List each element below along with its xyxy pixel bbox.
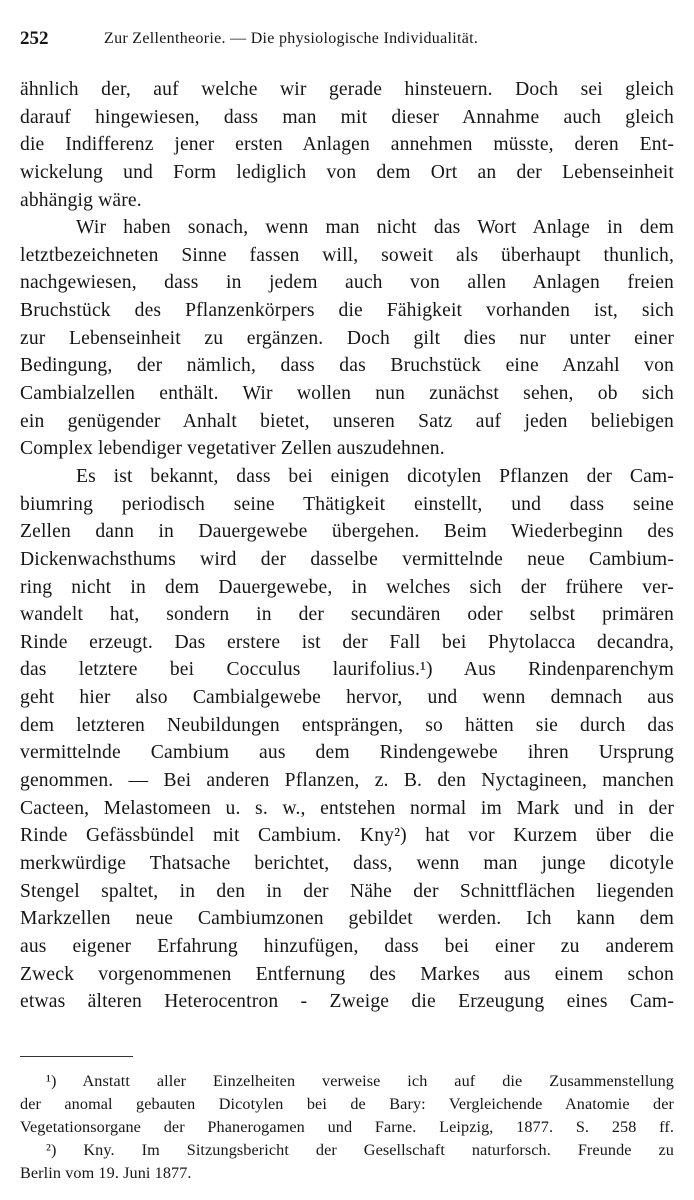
text-line: letztbezeichneten Sinne fassen will, soweit als überhaupt thunlich, xyxy=(20,244,674,266)
text-line: dem letzteren Neubildungen entsprängen, so hätten sie durch das xyxy=(20,714,674,736)
text-line: das letztere bei Cocculus laurifolius.¹) Aus Rindenparenchym xyxy=(20,659,674,681)
text-line: Dickenwachsthums wird der dasselbe vermittelnde neue Cambium- xyxy=(20,548,674,570)
text-line: Bruchstück des Pflanzenkörpers die Fähigkeit vorhanden ist, sich xyxy=(20,300,674,322)
text-line: darauf hingewiesen, dass man mit dieser Annahme auch gleich xyxy=(20,106,674,128)
footnote-divider xyxy=(20,1056,133,1057)
footnote-line: ¹) Anstatt aller Einzelheiten verweise ich auf die Zusammenstellung xyxy=(46,1072,674,1090)
text-line: wickelung und Form lediglich von dem Ort an der Lebenseinheit xyxy=(20,161,674,183)
text-line: ein genügender Anhalt bietet, unseren Satz auf jeden beliebigen xyxy=(20,410,674,432)
text-line: abhängig wäre. xyxy=(20,189,142,211)
running-title: Zur Zellentheorie. — Die physiologische Individualität. xyxy=(104,30,479,47)
text-line: wandelt hat, sondern in der secundären oder selbst primären xyxy=(20,604,674,626)
text-line: Cambialzellen enthält. Wir wollen nun zunächst sehen, ob sich xyxy=(20,383,674,405)
text-line: biumring periodisch seine Thätigkeit einstellt, und dass seine xyxy=(20,493,674,515)
text-line: Rinde erzeugt. Das erstere ist der Fall bei Phytolacca decandra, xyxy=(20,631,674,653)
text-line: Stengel spaltet, in den in der Nähe der Schnittflächen liegenden xyxy=(20,880,674,902)
text-line: Wir haben sonach, wenn man nicht das Wort Anlage in dem xyxy=(76,217,674,239)
text-line: ring nicht in dem Dauergewebe, in welches sich der frühere ver- xyxy=(20,576,674,598)
text-line: Es ist bekannt, dass bei einigen dicotylen Pflanzen der Cam- xyxy=(76,465,674,487)
text-line: Zweck vorgenommenen Entfernung des Markes aus einem schon xyxy=(20,963,674,985)
text-line: vermittelnde Cambium aus dem Rindengewebe ihren Ursprung xyxy=(20,742,674,764)
text-line: genommen. — Bei anderen Pflanzen, z. B. den Nyctagineen, manchen xyxy=(20,770,674,792)
body-text xyxy=(20,76,674,1016)
text-line: Markzellen neue Cambiumzonen gebildet werden. Ich kann dem xyxy=(20,908,674,930)
text-line: Bedingung, der nämlich, dass das Bruchstück eine Anzahl von xyxy=(20,355,674,377)
text-line: zur Lebenseinheit zu ergänzen. Doch gilt dies nur unter einer xyxy=(20,327,674,349)
text-line: aus eigener Erfahrung hinzufügen, dass bei einer zu anderem xyxy=(20,935,674,957)
text-line: ähnlich der, auf welche wir gerade hinsteuern. Doch sei gleich xyxy=(20,79,674,100)
text-line: nachgewiesen, dass in jedem auch von allen Anlagen freien xyxy=(20,272,674,294)
text-line: Zellen dann in Dauergewebe übergehen. Beim Wiederbeginn des xyxy=(20,521,674,543)
footnote-line: Vegetationsorgane der Phanerogamen und Farne. Leipzig, 1877. S. 258 ff. xyxy=(20,1118,674,1137)
text-line: die Indifferenz jener ersten Anlagen annehmen müsste, deren Ent- xyxy=(20,134,674,156)
footnotes xyxy=(20,1070,674,1185)
page-number: 252 xyxy=(20,28,49,49)
text-line: Rinde Gefässbündel mit Cambium. Kny²) hat vor Kurzem über die xyxy=(20,825,674,847)
text-line: Complex lebendiger vegetativer Zellen auszudehnen. xyxy=(20,438,445,460)
footnote-line: ²) Kny. Im Sitzungsbericht der Gesellschaft naturforsch. Freunde zu xyxy=(46,1141,674,1160)
footnote-line: Berlin vom 19. Juni 1877. xyxy=(20,1164,192,1183)
text-line: geht hier also Cambialgewebe hervor, und wenn demnach aus xyxy=(20,687,674,709)
text-line: merkwürdige Thatsache berichtet, dass, wenn man junge dicotyle xyxy=(20,852,674,874)
text-line: Cacteen, Melastomeen u. s. w., entstehen normal im Mark und in der xyxy=(20,797,674,819)
footnote-line: der anomal gebauten Dicotylen bei de Bary: Vergleichende Anatomie der xyxy=(20,1095,674,1114)
text-line: etwas älteren Heterocentron - Zweige die Erzeugung eines Cam- xyxy=(20,991,674,1013)
